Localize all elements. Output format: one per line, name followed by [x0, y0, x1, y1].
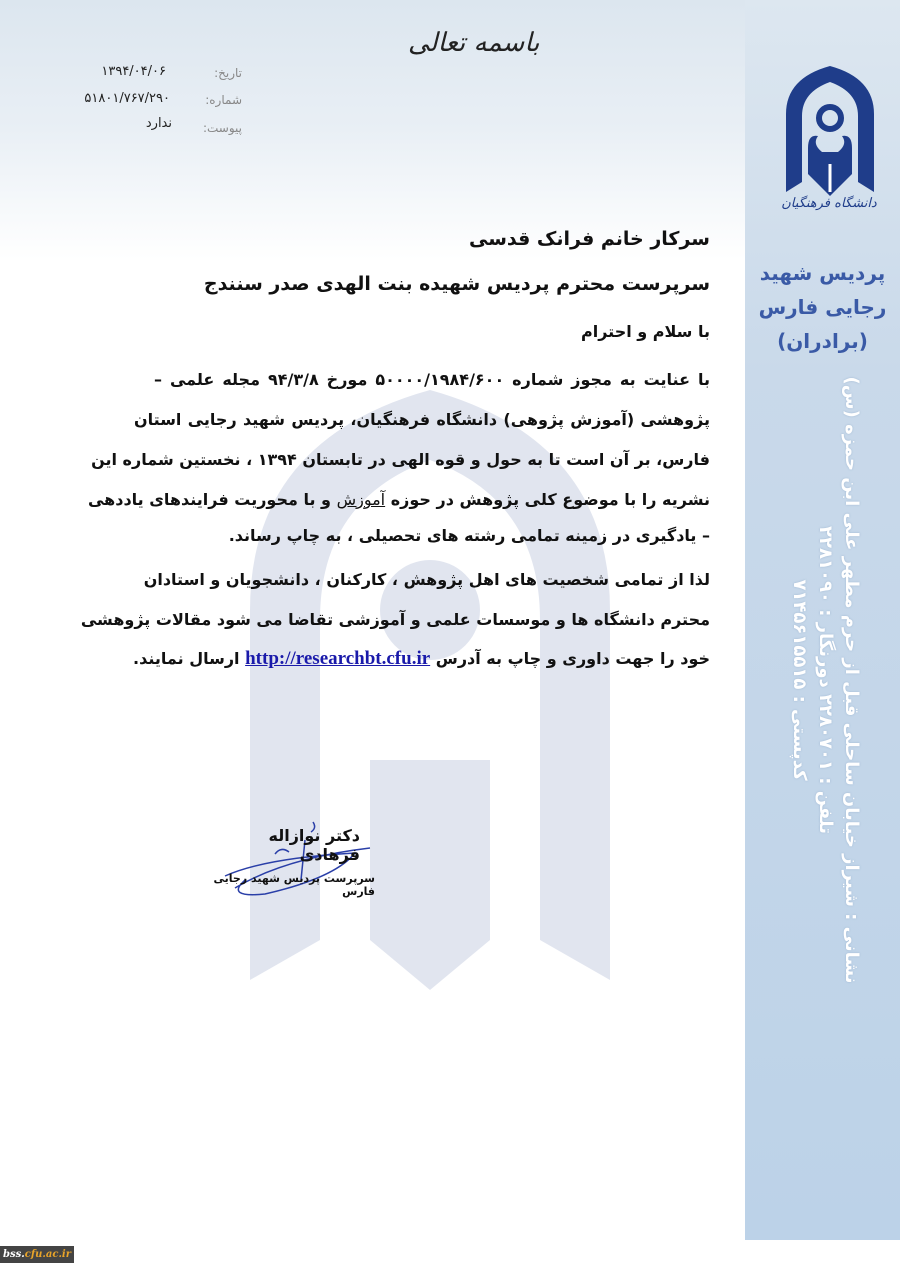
underlined-word: آموزش: [336, 490, 386, 509]
p1-line4-start: نشریه را با موضوع کلی پژوهش در حوزه: [390, 490, 710, 509]
university-name: دانشگاه فرهنگیان: [781, 196, 877, 211]
paragraph2-line: لذا از تمامی شخصیت های اهل پژوهش ، کارکنان ، دانشجویان و استادان: [143, 570, 710, 589]
date-value: ۱۳۹۴/۰۴/۰۶: [101, 64, 166, 79]
paragraph1-line: فارس، بر آن است تا به حول و قوه الهی در تابستان ۱۳۹۴ ، نخستین شماره این: [91, 450, 710, 469]
campus-name-line1: پردیس شهید رجایی فارس: [758, 261, 887, 319]
number-label: شماره:: [205, 93, 242, 107]
recipient-name: سرکار خانم فرانک قدسی: [468, 228, 710, 250]
address-text: نشانی : شیراز خیابان ساحلی قبل از حرم مطهر علی ابن حمزه (س): [841, 376, 862, 984]
footer-site-domain: cfu.ac.ir: [24, 1249, 71, 1260]
paragraph2-line: [134, 648, 710, 670]
paragraph2-line: محترم دانشگاه ها و موسسات علمی و آموزشی تقاضا می شود مقالات پژوهشی: [80, 610, 710, 629]
phone-text: تلفن : ۲۲۸۰۷۰۱ دورنگار : ۲۲۸۱۰۹۰: [815, 526, 836, 834]
paragraph1-line: با عنایت به مجوز شماره ۵۰۰۰۰/۱۹۸۴/۶۰۰ مورخ ۹۴/۳/۸ مجله علمی –: [154, 370, 710, 389]
attachment-value: ندارد: [145, 116, 172, 131]
signatory-title: سرپرست پردیس شهید رجایی فارس: [213, 872, 375, 898]
paragraph1-line: [87, 490, 710, 509]
date-label: تاریخ:: [214, 66, 242, 80]
footer-site-badge[interactable]: [0, 1246, 74, 1263]
recipient-title: سرپرست محترم پردیس شهیده بنت الهدی صدر سنندج: [203, 273, 710, 295]
attachment-label: پیوست:: [202, 121, 242, 135]
p2-line3-start: خود را جهت داوری و چاپ به آدرس: [435, 649, 710, 668]
campus-name-line2: (برادران): [777, 329, 868, 353]
campus-name: [745, 256, 900, 358]
p1-line4-end: و با محوریت فرایندهای یاددهی: [87, 490, 331, 509]
postal-code-text: کدپستی : ۷۱۴۵۶۱۵۵۱۵: [789, 579, 810, 781]
university-logo-icon: [778, 64, 882, 200]
number-value: ۵۱۸۰۱/۷۶۷/۲۹۰: [84, 91, 170, 106]
bismillah-heading: باسمه تعالی: [408, 28, 540, 58]
salutation: با سلام و احترام: [581, 322, 710, 341]
contact-info: [740, 350, 900, 1010]
logo-watermark: [210, 380, 650, 1000]
journal-website-link[interactable]: http://researchbt.cfu.ir: [245, 648, 431, 669]
signatory-name: دکتر نوازاله فرهادی: [268, 826, 360, 864]
paragraph1-line: پژوهشی (آموزش پژوهی) دانشگاه فرهنگیان، پردیس شهید رجایی استان: [134, 410, 710, 429]
footer-site-prefix: bss.: [3, 1249, 25, 1260]
paragraph1-line: – یادگیری در زمینه تمامی رشته های تحصیلی ، به چاپ رساند.: [228, 526, 710, 545]
p2-line3-end: ارسال نمایند.: [133, 649, 240, 668]
